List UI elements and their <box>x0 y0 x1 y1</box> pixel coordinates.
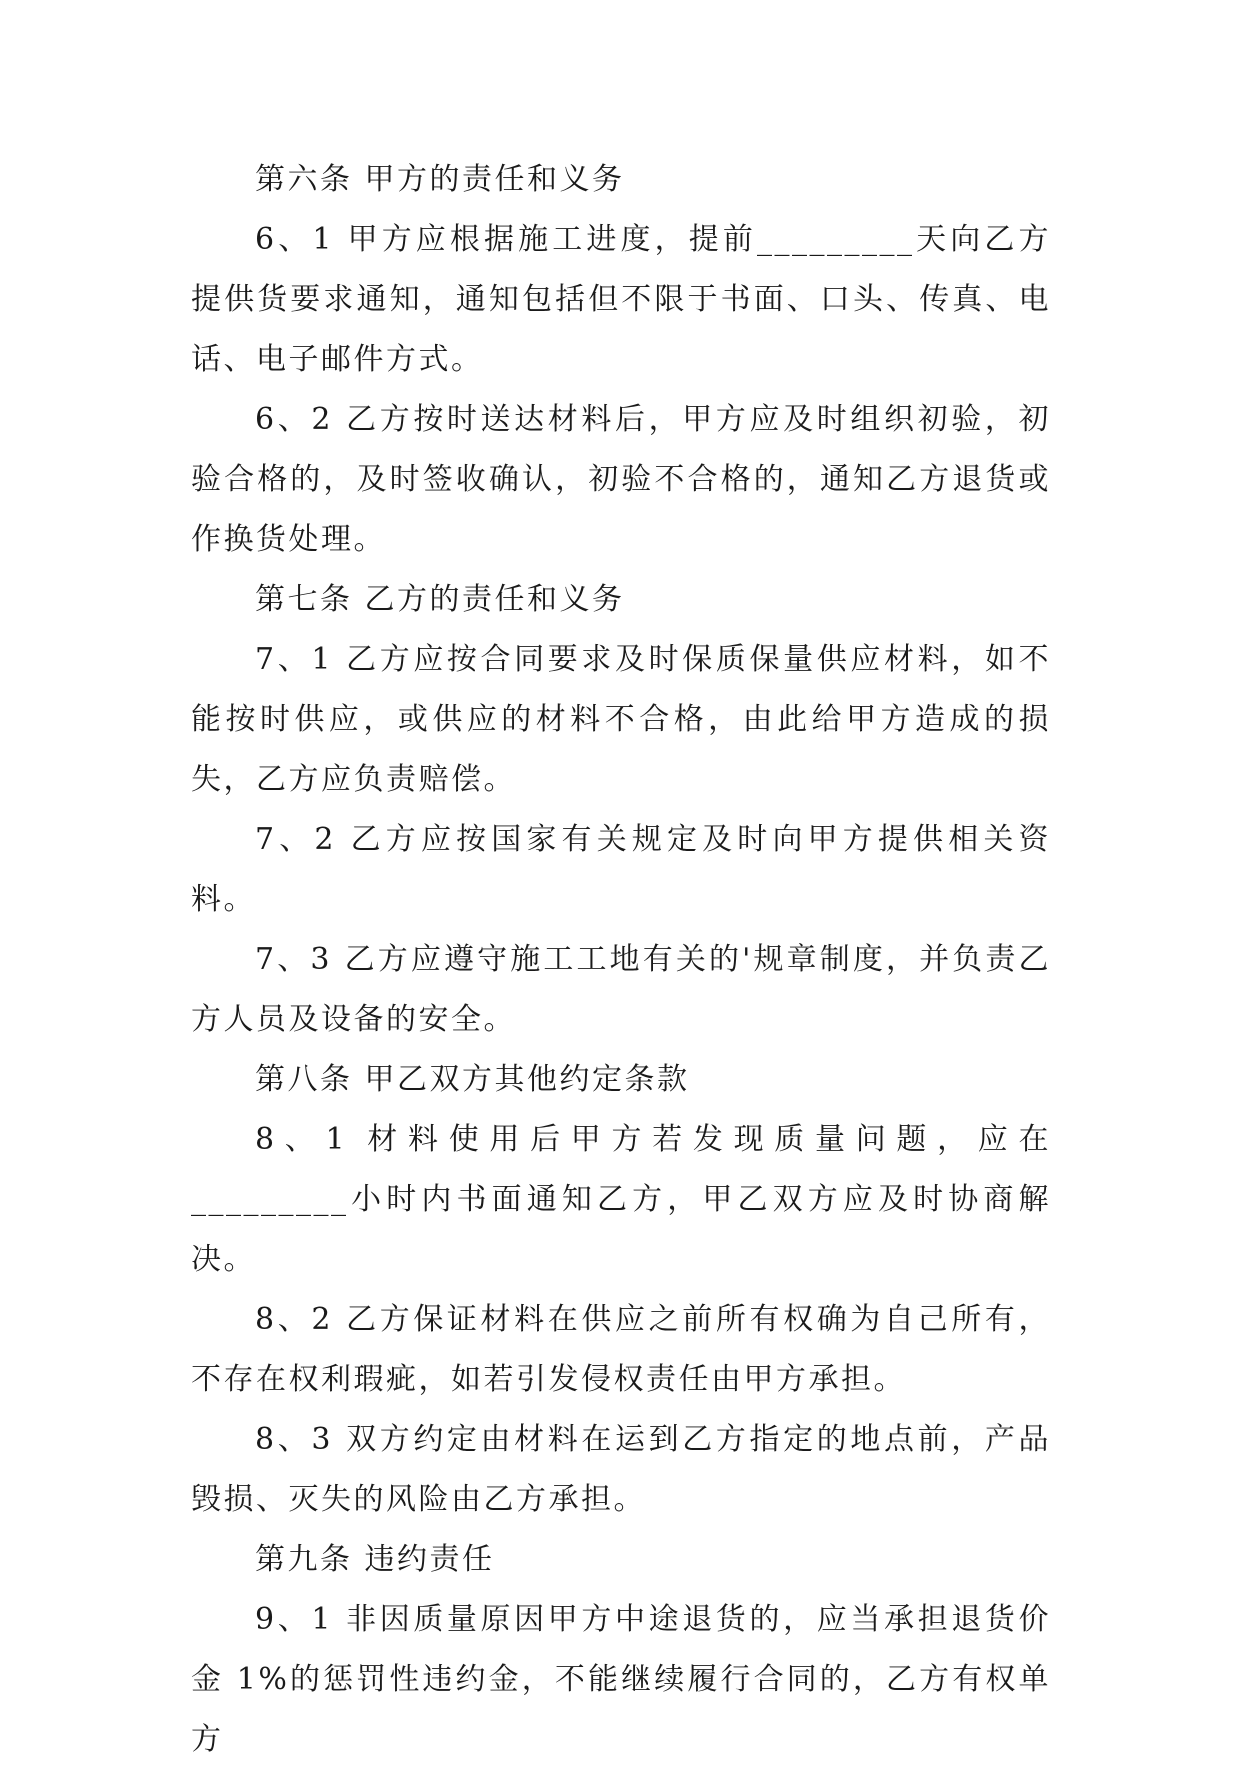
article-7-heading: 第七条 乙方的责任和义务 <box>255 582 625 617</box>
clause-8-2: 8、2 乙方保证材料在供应之前所有权确为自己所有，不存在权利瑕疵，如若引发侵权责任由甲方承担。 <box>191 1302 1051 1397</box>
clause-6-2: 6、2 乙方按时送达材料后，甲方应及时组织初验，初验合格的，及时签收确认，初验不合格的，通知乙方退货或作换货处理。 <box>191 402 1051 557</box>
clause-7-3: 7、3 乙方应遵守施工工地有关的'规章制度，并负责乙方人员及设备的安全。 <box>191 942 1051 1037</box>
clause-7-2: 7、2 乙方应按国家有关规定及时向甲方提供相关资料。 <box>191 822 1051 917</box>
clause-6-1: 6、1 甲方应根据施工进度，提前_________天向乙方提供货要求通知，通知包括但不限于书面、口头、传真、电话、电子邮件方式。 <box>191 222 1051 377</box>
article-6-heading: 第六条 甲方的责任和义务 <box>255 162 625 197</box>
clause-8-3: 8、3 双方约定由材料在运到乙方指定的地点前，产品毁损、灭失的风险由乙方承担。 <box>191 1422 1051 1517</box>
clause-8-1: 8、1 材料使用后甲方若发现质量问题，应在_________小时内书面通知乙方，甲乙双方应及时协商解决。 <box>191 1122 1051 1277</box>
article-8-heading: 第八条 甲乙双方其他约定条款 <box>255 1062 690 1097</box>
clause-9-1: 9、1 非因质量原因甲方中途退货的，应当承担退货价金 1%的惩罚性违约金，不能继续履行合同的，乙方有权单方 <box>191 1602 1051 1757</box>
article-9-heading: 第九条 违约责任 <box>255 1542 495 1577</box>
clause-7-1: 7、1 乙方应按合同要求及时保质保量供应材料，如不能按时供应，或供应的材料不合格，由此给甲方造成的损失，乙方应负责赔偿。 <box>191 642 1051 797</box>
document-body <box>191 150 1051 1770</box>
